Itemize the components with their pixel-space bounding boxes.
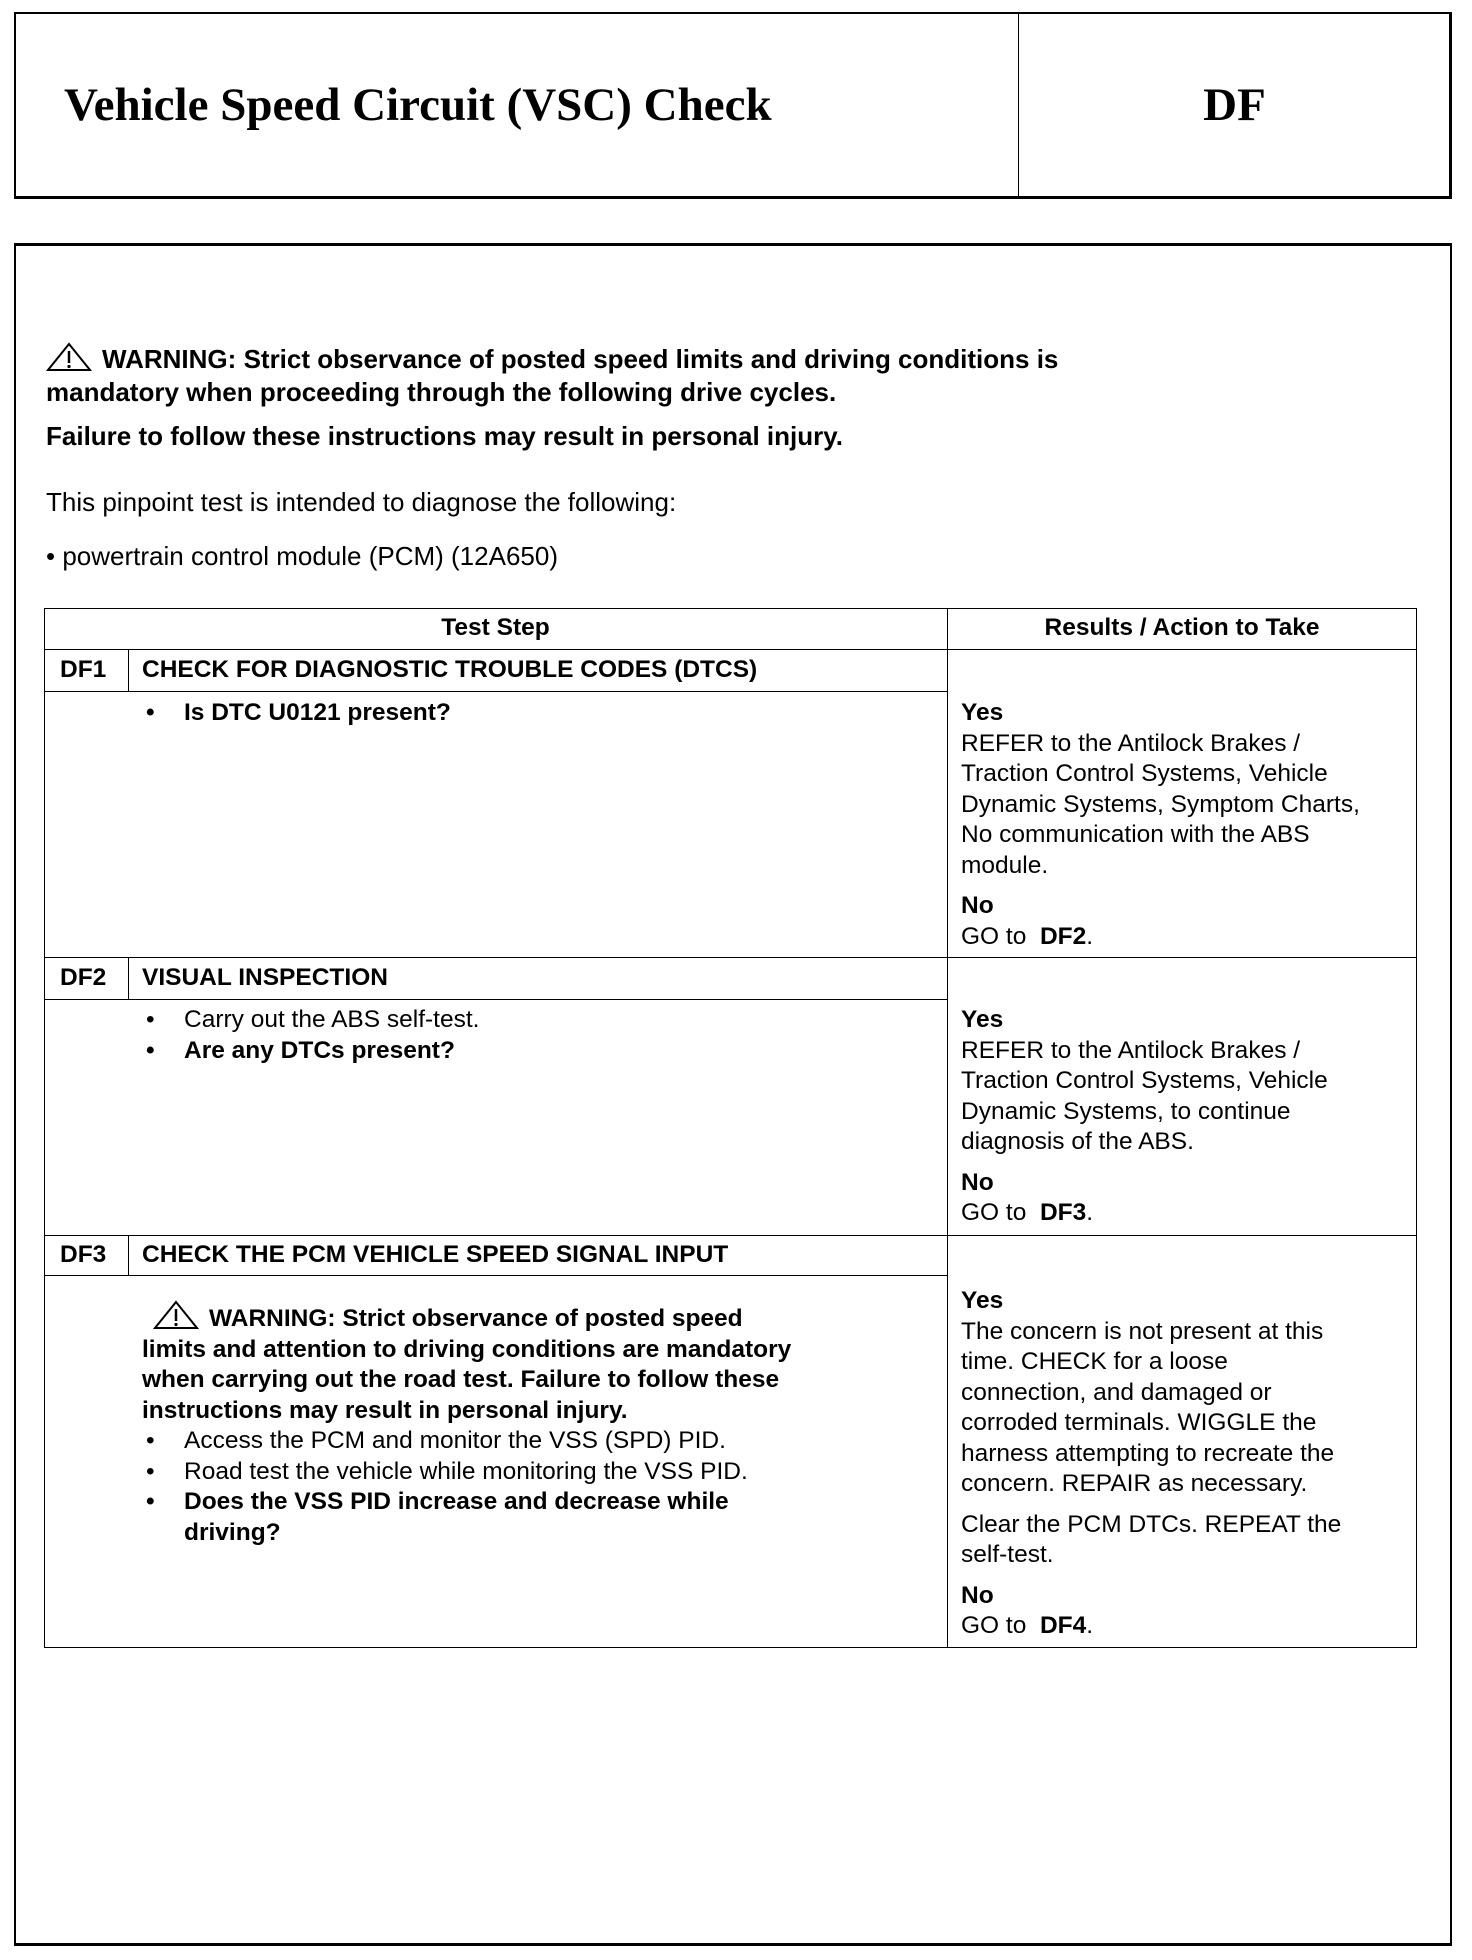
result-line: connection, and damaged or [961, 1378, 1272, 1406]
yes-label: Yes [961, 1006, 1004, 1033]
df1-row-divider [44, 957, 1417, 958]
go-to-link[interactable]: DF2 [1039, 922, 1087, 950]
step-id: DF3 [60, 1241, 107, 1268]
bullet-item: • Are any DTCs present? [146, 1036, 455, 1064]
step-title: VISUAL INSPECTION [142, 964, 388, 991]
go-to-line: GO to DF3. [961, 1199, 1094, 1226]
warning-triangle-icon [46, 342, 92, 372]
result-line: self-test. [961, 1541, 1054, 1568]
bullet-item: • Does the VSS PID increase and decrease while [146, 1488, 729, 1515]
result-line: harness attempting to recreate the [961, 1439, 1335, 1467]
step-results [961, 1005, 1328, 1229]
header-row-divider [44, 649, 1417, 650]
warning-triangle-icon [153, 1300, 199, 1330]
df3-id-divider [128, 1235, 129, 1275]
no-label: No [961, 892, 994, 919]
step-body [142, 1300, 791, 1548]
warning-label: WARNING: [102, 344, 237, 374]
result-line: module. [961, 851, 1049, 879]
bullet-item: • Is DTC U0121 present? [146, 699, 451, 726]
yes-label: Yes [961, 699, 1004, 726]
warning-line: when carrying out the road test. Failure to follow these [142, 1366, 780, 1393]
df2-title-divider [44, 999, 947, 1000]
step-results [961, 698, 1360, 952]
section-code: DF [1203, 79, 1266, 131]
warning-line: instructions may result in personal injury. [142, 1396, 628, 1424]
bullet-item: • Road test the vehicle while monitoring the VSS PID. [146, 1457, 748, 1485]
intro-failure: Failure to follow these instructions may result in personal injury. [46, 421, 843, 451]
step-warning [142, 1300, 791, 1426]
warning-line: limits and attention to driving conditions are mandatory [142, 1335, 792, 1363]
go-to-link[interactable]: DF4 [1039, 1612, 1087, 1639]
intro-warning-line2: mandatory when proceeding through the following drive cycles. [46, 377, 837, 407]
bullet-item: • Access the PCM and monitor the VSS (SPD) PID. [146, 1427, 726, 1454]
df2-row-divider [44, 1235, 1417, 1236]
result-line: No communication with the ABS [961, 821, 1310, 848]
df1-id-divider [128, 649, 129, 691]
step-body [142, 698, 451, 729]
result-line: Traction Control Systems, Vehicle [961, 1067, 1328, 1094]
go-to-link[interactable]: DF3 [1039, 1199, 1087, 1226]
step-title: CHECK FOR DIAGNOSTIC TROUBLE CODES (DTCS) [142, 656, 758, 683]
go-to-line: GO to DF4. [961, 1612, 1094, 1639]
result-line: concern. REPAIR as necessary. [961, 1470, 1308, 1497]
bullet-item-continued: driving? [184, 1518, 281, 1546]
no-label: No [961, 1581, 994, 1609]
result-line: corroded terminals. WIGGLE the [961, 1409, 1317, 1436]
bullet-item: • Carry out the ABS self-test. [146, 1006, 480, 1033]
result-line: Dynamic Systems, to continue [961, 1097, 1291, 1125]
step-id: DF2 [60, 964, 107, 991]
intro-bullet: • powertrain control module (PCM) (12A650) [46, 541, 558, 571]
result-line: REFER to the Antilock Brakes / [961, 1036, 1301, 1064]
column-header-results: Results / Action to Take [1044, 614, 1320, 641]
no-label: No [961, 1168, 994, 1196]
go-to-line: GO to DF2. [961, 922, 1094, 950]
result-line: Clear the PCM DTCs. REPEAT the [961, 1510, 1342, 1538]
step-body [142, 1005, 479, 1066]
result-line: REFER to the Antilock Brakes / [961, 729, 1301, 757]
page-title: Vehicle Speed Circuit (VSC) Check [64, 79, 772, 131]
result-line: The concern is not present at this [961, 1317, 1324, 1345]
warning-text-line1: Strict observance of posted speed limits and driving conditions is [243, 344, 1059, 374]
column-divider [947, 608, 948, 1648]
result-line: diagnosis of the ABS. [961, 1128, 1194, 1155]
warning-line: WARNING: Strict observance of posted speed [209, 1305, 743, 1332]
step-title: CHECK THE PCM VEHICLE SPEED SIGNAL INPUT [142, 1241, 729, 1268]
result-line: time. CHECK for a loose [961, 1348, 1228, 1375]
result-line: Dynamic Systems, Symptom Charts, [961, 790, 1360, 818]
result-line: Traction Control Systems, Vehicle [961, 760, 1328, 787]
step-results [961, 1286, 1341, 1642]
df1-title-divider [44, 691, 947, 692]
df2-id-divider [128, 957, 129, 999]
yes-label: Yes [961, 1287, 1004, 1314]
intro-warning [46, 342, 1058, 375]
intro-purpose: This pinpoint test is intended to diagnose the following: [46, 487, 677, 517]
step-id: DF1 [60, 656, 107, 683]
df3-title-divider [44, 1275, 947, 1276]
column-header-test-step: Test Step [441, 614, 550, 641]
